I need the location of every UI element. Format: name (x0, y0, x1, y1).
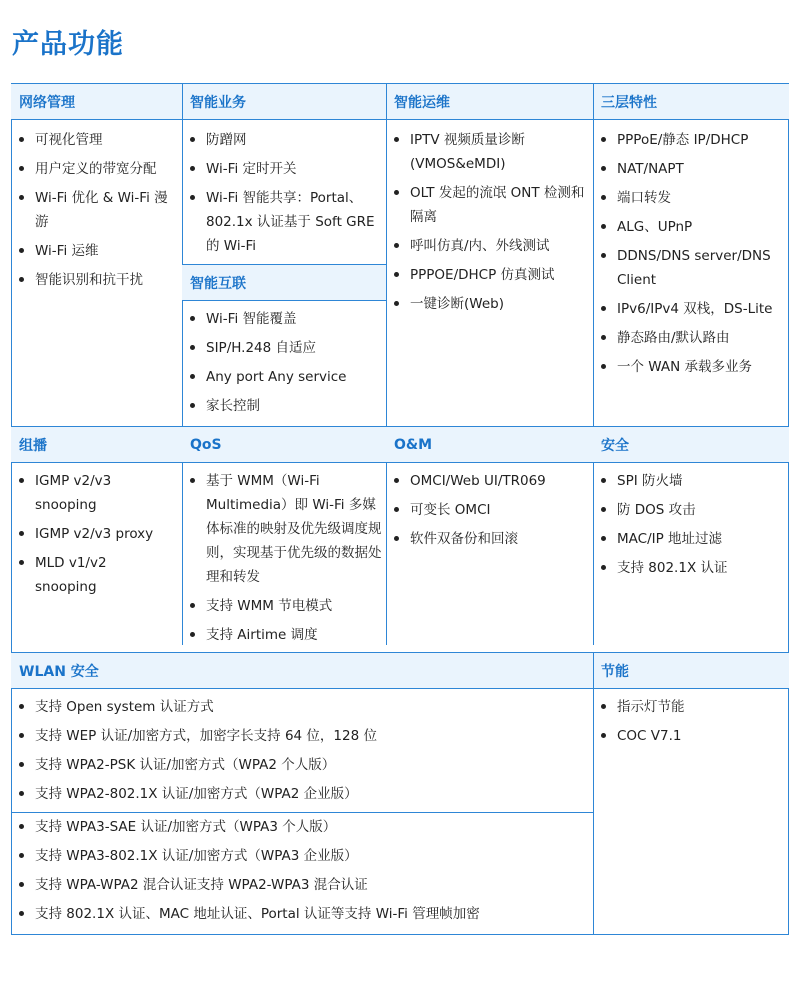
list-layer3 (593, 128, 787, 384)
feature-table (11, 83, 789, 935)
list-item: OLT 发起的流氓 ONT 检测和隔离 (386, 181, 586, 229)
header-network-management: 网络管理 (11, 83, 182, 120)
list-item: PPPOE/DHCP 仿真测试 (386, 263, 586, 287)
list-item: 支持 802.1X 认证 (593, 556, 787, 580)
list-energy-saving (593, 695, 787, 753)
list-item: 支持 WMM 节电模式 (182, 594, 382, 618)
list-item: MAC/IP 地址过滤 (593, 527, 787, 551)
list-item: 支持 WEP 认证/加密方式，加密字长支持 64 位，128 位 (11, 724, 586, 748)
list-item: 支持 WPA2-PSK 认证/加密方式（WPA2 个人版） (11, 753, 586, 777)
list-multicast (11, 469, 171, 604)
list-item: 可视化管理 (11, 128, 176, 152)
list-item: 防 DOS 攻击 (593, 498, 787, 522)
header-smart-services: 智能业务 (182, 83, 386, 120)
header-multicast: 组播 (11, 426, 182, 463)
list-item: SIP/H.248 自适应 (182, 336, 382, 360)
header-security: 安全 (593, 426, 789, 463)
list-item: 智能识别和抗干扰 (11, 268, 176, 292)
list-item: 用户定义的带宽分配 (11, 157, 176, 181)
list-item: 静态路由/默认路由 (593, 326, 787, 350)
list-item: 支持 Open system 认证方式 (11, 695, 586, 719)
list-wlan-security-a (11, 695, 586, 811)
header-smart-interconnect: 智能互联 (182, 264, 386, 301)
list-item: 支持 WPA3-802.1X 认证/加密方式（WPA3 企业版） (11, 844, 586, 868)
list-item: IGMP v2/v3 proxy (11, 522, 171, 546)
list-smart-om (386, 128, 586, 321)
list-item: Wi-Fi 优化 & Wi-Fi 漫游 (11, 186, 176, 234)
list-item: 端口转发 (593, 186, 787, 210)
list-item: 指示灯节能 (593, 695, 787, 719)
list-item: 支持 WPA2-802.1X 认证/加密方式（WPA2 企业版） (11, 782, 586, 806)
list-item: COC V7.1 (593, 724, 787, 748)
list-item: IPv6/IPv4 双栈，DS-Lite (593, 297, 787, 321)
list-item: 一键诊断(Web) (386, 292, 586, 316)
header-energy-saving: 节能 (593, 652, 789, 689)
header-smart-om: 智能运维 (386, 83, 593, 120)
list-item: PPPoE/静态 IP/DHCP (593, 128, 787, 152)
list-security (593, 469, 787, 585)
list-item: 支持 Airtime 调度 (182, 623, 382, 647)
header-layer3: 三层特性 (593, 83, 789, 120)
list-item: 防蹭网 (182, 128, 382, 152)
list-item: Wi-Fi 智能覆盖 (182, 307, 382, 331)
list-qos (182, 469, 382, 652)
list-item: Any port Any service (182, 365, 382, 389)
list-smart-services (182, 128, 382, 263)
list-item: Wi-Fi 定时开关 (182, 157, 382, 181)
list-item: DDNS/DNS server/DNS Client (593, 244, 787, 292)
header-wlan-security: WLAN 安全 (11, 652, 593, 689)
list-item: 支持 WPA-WPA2 混合认证支持 WPA2-WPA3 混合认证 (11, 873, 586, 897)
header-om: O&M (386, 426, 593, 463)
list-item: 可变长 OMCI (386, 498, 586, 522)
list-wlan-security-b (11, 815, 586, 931)
list-smart-interconnect (182, 307, 382, 423)
list-item: 呼叫仿真/内、外线测试 (386, 234, 586, 258)
list-item: Wi-Fi 智能共享：Portal、802.1x 认证基于 Soft GRE 的 Wi-Fi (182, 186, 382, 258)
list-item: NAT/NAPT (593, 157, 787, 181)
list-item: ALG、UPnP (593, 215, 787, 239)
list-item: 基于 WMM（Wi-Fi Multimedia）即 Wi-Fi 多媒体标准的映射及优先级调度规则，实现基于优先级的数据处理和转发 (182, 469, 382, 589)
list-item: 一个 WAN 承载多业务 (593, 355, 787, 379)
list-item: 软件双备份和回滚 (386, 527, 586, 551)
list-item: IGMP v2/v3 snooping (11, 469, 171, 517)
list-om (386, 469, 586, 556)
list-item: 支持 802.1X 认证、MAC 地址认证、Portal 认证等支持 Wi-Fi 管理帧加密 (11, 902, 586, 926)
header-qos: QoS (182, 426, 386, 463)
list-item: SPI 防火墙 (593, 469, 787, 493)
page-title: 产品功能 (12, 29, 124, 60)
list-item: 家长控制 (182, 394, 382, 418)
list-item: Wi-Fi 运维 (11, 239, 176, 263)
list-network-management (11, 128, 176, 297)
list-item: IPTV 视频质量诊断 (VMOS&eMDI) (386, 128, 586, 176)
list-item: OMCI/Web UI/TR069 (386, 469, 586, 493)
list-item: MLD v1/v2 snooping (11, 551, 171, 599)
list-item: 支持 WPA3-SAE 认证/加密方式（WPA3 个人版） (11, 815, 586, 839)
